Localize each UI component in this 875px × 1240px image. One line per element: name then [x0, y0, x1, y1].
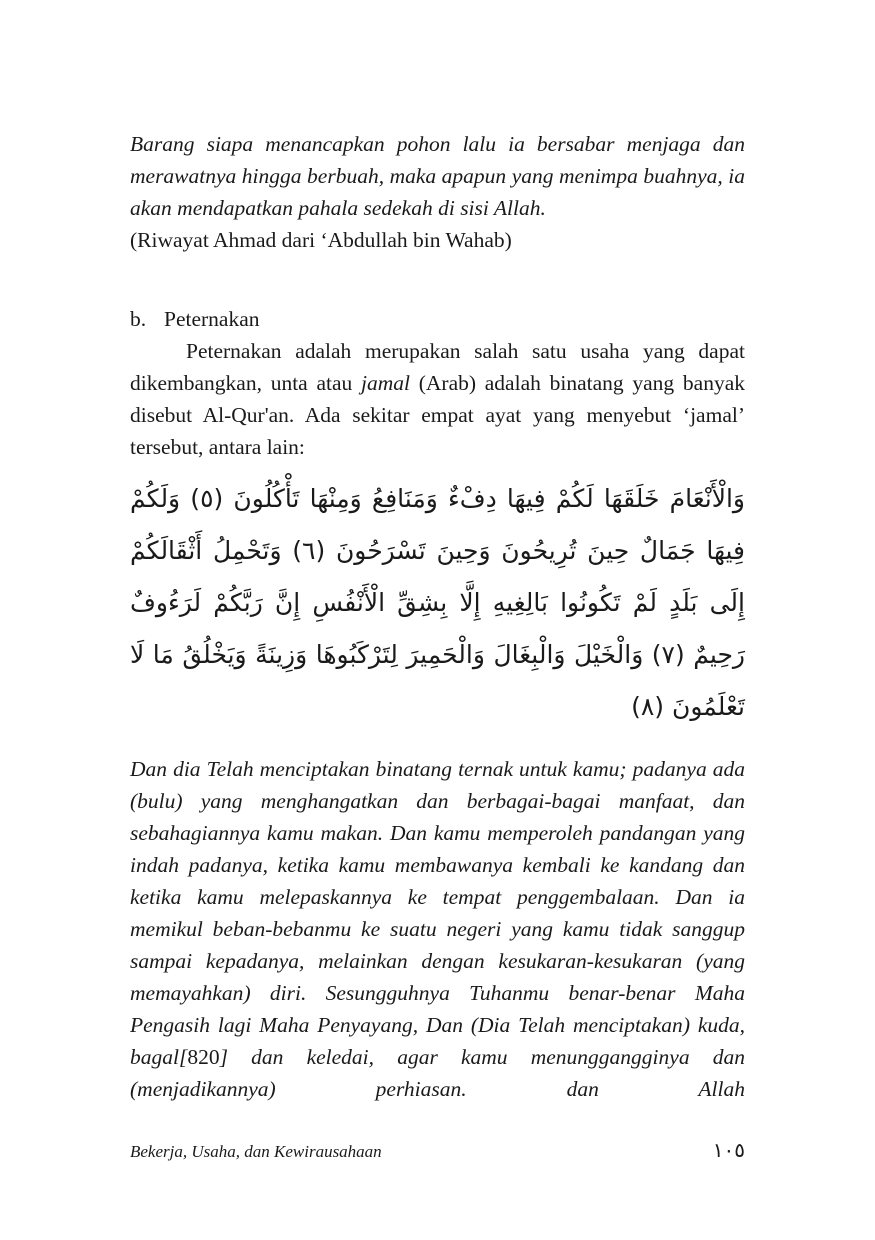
page-footer: [130, 1138, 745, 1162]
hadith-reference: (Riwayat Ahmad dari ‘Abdullah bin Wahab): [130, 228, 512, 252]
section-title: Peternakan: [164, 307, 260, 331]
translation-text-11: ) perhiasan. dan Allah: [268, 1077, 745, 1101]
translation-text-10: menjadikannya: [137, 1077, 269, 1101]
body-paragraph: [130, 335, 745, 463]
hadith-translation: Barang siapa menancapkan pohon lalu ia bersabar menjaga dan merawatnya hingga berbuah, maka apapun yang menimpa buahnya, ia akan mendapatkan pahala sedekah di sisi Allah.: [130, 132, 745, 220]
translation-text-6: Dia Telah menciptakan: [477, 1013, 683, 1037]
section-heading: [130, 303, 745, 335]
translation-text-9: ] dan keledai, agar kamu menunggangginya dan (: [130, 1045, 745, 1101]
translation-text-5: ) diri. Sesungguhnya Tuhanmu benar-benar Maha Pengasih lagi Maha Penyayang, Dan (: [130, 981, 745, 1037]
arabic-verse: وَالْأَنْعَامَ خَلَقَهَا لَكُمْ فِيهَا دِفْءٌ وَمَنَافِعُ وَمِنْهَا تَأْكُلُونَ (٥) وَلَكُمْ فِيهَا جَمَالٌ حِينَ تُرِيحُونَ وَحِينَ تَسْرَحُونَ (٦) وَتَحْمِلُ أَثْقَالَكُمْ إِلَى بَلَدٍ لَمْ تَكُونُوا بَالِغِيهِ إِلَّا بِشِقِّ الْأَنْفُسِ إِنَّ رَبَّكُمْ لَرَءُوفٌ رَحِيمٌ (٧) وَالْخَيْلَ وَالْبِغَالَ وَالْحَمِيرَ لِتَرْكَبُوهَا وَزِينَةً وَيَخْلُقُ مَا لَا تَعْلَمُونَ (٨): [130, 484, 746, 721]
translation-text-2: bulu: [137, 789, 176, 813]
translation-text-3: ) yang menghangatkan dan berbagai-bagai manfaat, dan sebahagiannya kamu makan. Dan kamu memperoleh pandangan yang indah padanya, ketika kamu membawanya kembali ke kandang dan ketika kamu melepaskannya ke tempat penggembalaan. Dan ia memikul beban-bebanmu ke suatu negeri yang kamu tidak sanggup sampai kepadanya, melainkan dengan kesukaran-kesukaran (: [130, 789, 745, 973]
verse-translation: [130, 753, 745, 1105]
translation-text-4: yang memayahkan: [130, 949, 745, 1005]
translation-text-7: ) kuda, bagal[: [130, 1013, 745, 1069]
paragraph-text-1: Peternakan adalah merupakan salah satu usaha yang dapat dikembangkan, unta atau: [130, 339, 745, 395]
section-marker: b.: [130, 307, 147, 331]
paragraph-text-2: (Arab) adalah binatang yang banyak disebut Al-Qur'an. Ada sekitar empat ayat yang menyebut ‘jamal’ tersebut, antara lain:: [130, 371, 745, 459]
book-title: Bekerja, Usaha, dan Kewirausahaan: [130, 1142, 382, 1161]
page-content: [130, 128, 745, 1105]
translation-text-1: Dan dia Telah menciptakan binatang ternak untuk kamu; padanya ada (: [130, 757, 745, 813]
page-number: ١٠٥: [712, 1138, 745, 1162]
footnote-ref: 820: [187, 1045, 220, 1069]
term-jamal: jamal: [361, 371, 410, 395]
